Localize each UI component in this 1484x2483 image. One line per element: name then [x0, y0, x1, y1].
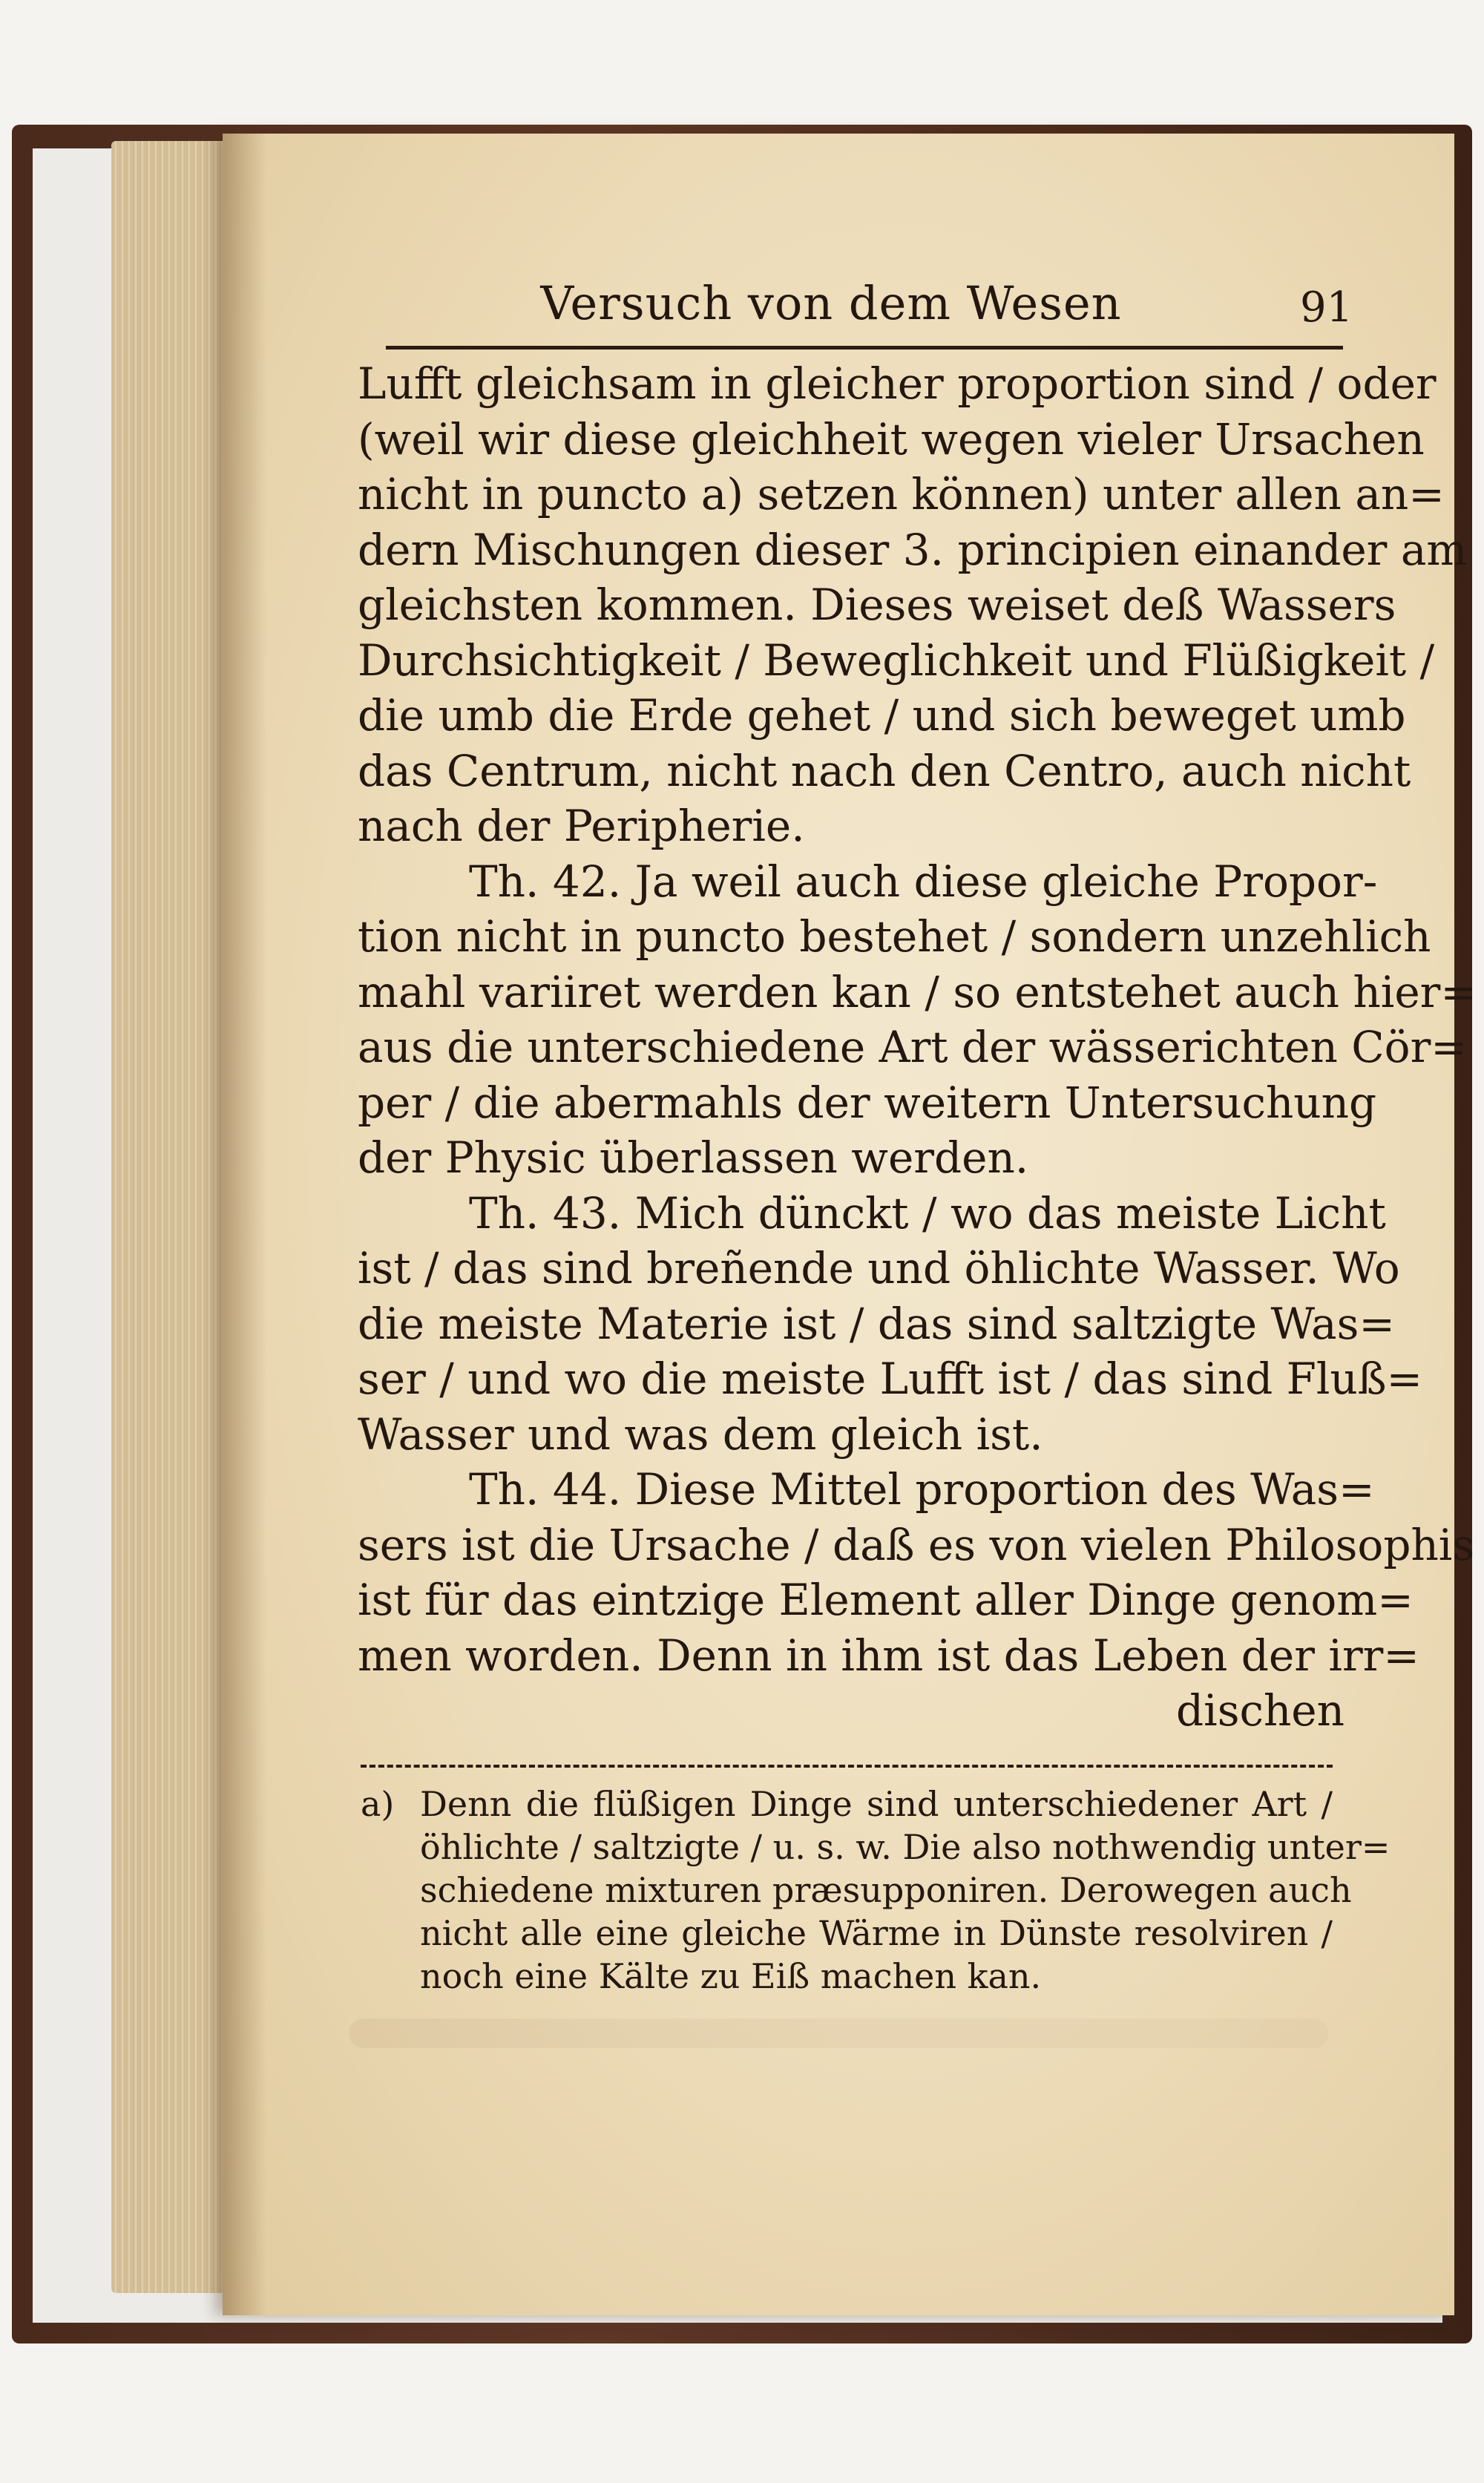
header-rule [386, 346, 1343, 350]
body-line: Th. 42. Ja weil auch diese gleiche Propor- [469, 856, 1378, 907]
body-line: die umb die Erde gehet / und sich beweget umb [358, 690, 1406, 741]
body-line: aus die unterschiedene Art der wässerichten Cör= [358, 1022, 1467, 1072]
body-line: mahl variiret werden kan / so entstehet auch hier= [358, 966, 1477, 1017]
footnote-text [420, 1782, 1391, 1998]
body-line: nicht in puncto a) setzen können) unter allen an= [358, 469, 1445, 519]
catchword: dischen [1176, 1685, 1345, 1736]
footnote-line: öhlichte / saltzigte / u. s. w. Die also nothwendig unter= [420, 1827, 1391, 1867]
body-line: die meiste Materie ist / das sind saltzigte Was= [358, 1298, 1395, 1349]
body-line: tion nicht in puncto bestehet / sondern unzehlich [358, 911, 1431, 962]
body-line: ist / das sind breñende und öhlichte Wasser. Wo [358, 1243, 1400, 1293]
body-line: Durchsichtigkeit / Beweglichkeit und Flüßigkeit / [358, 634, 1435, 686]
page-gutter-shadow [223, 134, 267, 2315]
footnote-line: schiedene mixturen præsupponiren. Derowegen auch [420, 1870, 1352, 1910]
show-through-offset [349, 2018, 1328, 2048]
body-line: Lufft gleichsam in gleicher proportion sind / oder [358, 358, 1437, 409]
footnote-rule [361, 1765, 1333, 1768]
body-line: Th. 43. Mich dünckt / wo das meiste Licht [469, 1187, 1386, 1239]
footnote-line: nicht alle eine gleiche Wärme in Dünste resolviren / [420, 1913, 1333, 1953]
body-line: gleichsten kommen. Dieses weiset deß Wassers [358, 580, 1396, 630]
page-number: 91 [1300, 283, 1353, 332]
body-line: dern Mischungen dieser 3. principien einander am [358, 524, 1468, 575]
body-line: nach der Peripherie. [358, 801, 805, 851]
body-line: Th. 44. Diese Mittel proportion des Was= [469, 1464, 1375, 1515]
body-line: ist für das eintzige Element aller Dinge genom= [358, 1575, 1414, 1625]
body-line: men worden. Denn in ihm ist das Leben der irr= [358, 1630, 1419, 1681]
body-line: per / die abermahls der weitern Untersuchung [358, 1077, 1377, 1128]
body-line: Wasser und was dem gleich ist. [358, 1408, 1043, 1460]
body-line: (weil wir diese gleichheit wegen vieler Ursachen [358, 413, 1425, 465]
body-line: sers ist die Ursache / daß es von vielen Philosophis [358, 1519, 1475, 1570]
footnote-line: noch eine Kälte zu Eiß machen kan. [420, 1956, 1042, 1996]
footnote-marker: a) [361, 1784, 395, 1824]
body-line: ser / und wo die meiste Lufft ist / das sind Fluß= [358, 1354, 1423, 1404]
footnote-line: Denn die flüßigen Dinge sind unterschiedener Art / [420, 1784, 1333, 1824]
page-edges [111, 141, 237, 2293]
running-head: Versuch von dem Wesen [540, 276, 1122, 330]
body-line: das Centrum, nicht nach den Centro, auch nicht [358, 745, 1411, 796]
body-text [358, 356, 1477, 1739]
body-line: der Physic überlassen werden. [358, 1132, 1029, 1183]
